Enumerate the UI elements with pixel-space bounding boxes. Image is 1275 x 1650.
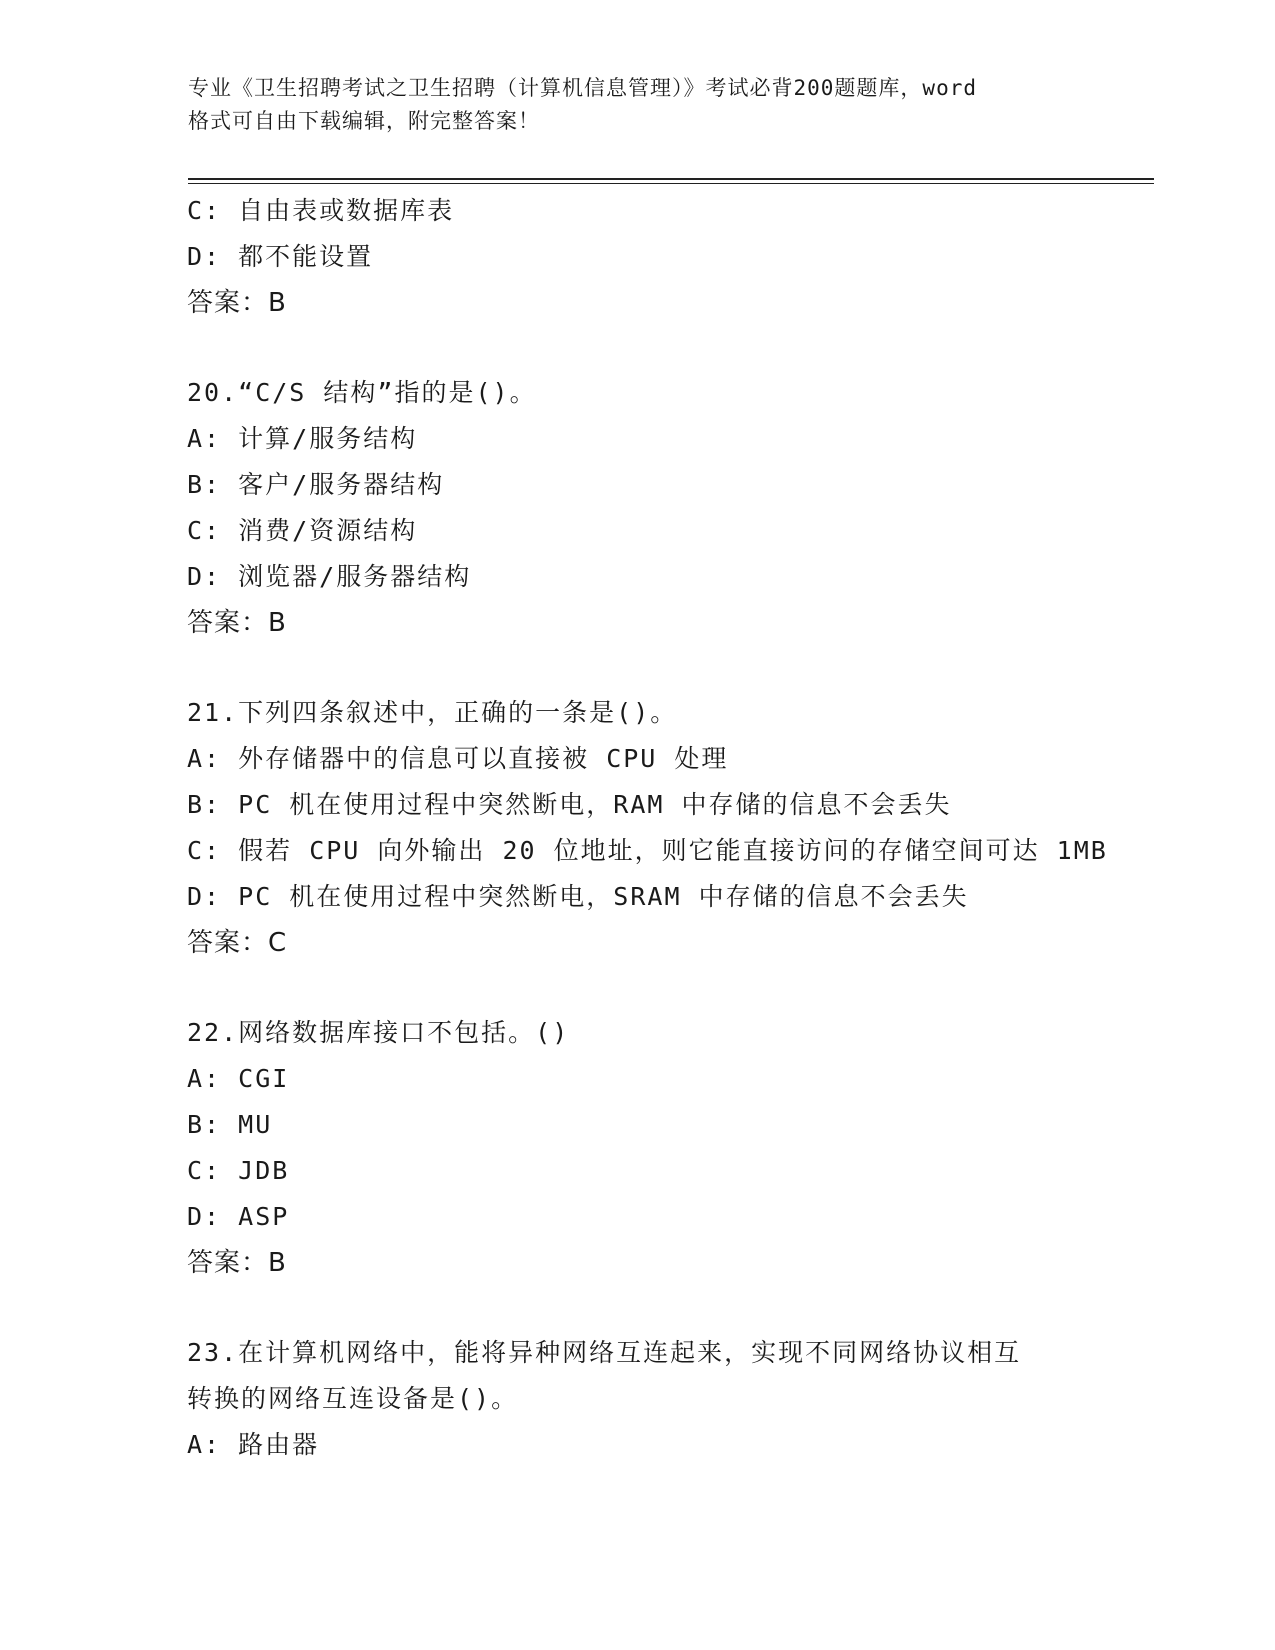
- question-20: [187, 370, 1167, 646]
- option-d: D: 都不能设置: [187, 242, 374, 271]
- option-b: B: 客户/服务器结构: [187, 470, 445, 499]
- question-text-line-1: 23.在计算机网络中，能将异种网络互连起来，实现不同网络协议相互: [187, 1338, 1022, 1367]
- option-d: D: PC 机在使用过程中突然断电，SRAM 中存储的信息不会丢失: [187, 882, 969, 911]
- option-d: D: ASP: [187, 1202, 290, 1231]
- option-a: A: 外存储器中的信息可以直接被 CPU 处理: [187, 744, 729, 773]
- question-22: [187, 1010, 1167, 1286]
- question-text: 21.下列四条叙述中，正确的一条是()。: [187, 698, 678, 727]
- header-divider-thin: [188, 183, 1154, 184]
- answer: 答案：B: [187, 1248, 287, 1278]
- option-c: C: 自由表或数据库表: [187, 196, 455, 225]
- header-title-line-2: 格式可自由下载编辑，附完整答案！: [188, 109, 540, 133]
- answer: 答案：B: [187, 608, 287, 638]
- option-a: A: 路由器: [187, 1430, 320, 1459]
- option-b: B: MU: [187, 1110, 273, 1139]
- option-c: C: 假若 CPU 向外输出 20 位地址，则它能直接访问的存储空间可达 1MB: [187, 836, 1108, 865]
- option-a: A: CGI: [187, 1064, 290, 1093]
- option-d: D: 浏览器/服务器结构: [187, 562, 472, 591]
- option-c: C: JDB: [187, 1156, 290, 1185]
- option-a: A: 计算/服务结构: [187, 424, 418, 453]
- question-text: 22.网络数据库接口不包括。(): [187, 1018, 570, 1047]
- question-text: 20.“C/S 结构”指的是()。: [187, 378, 537, 407]
- question-21: [187, 690, 1167, 966]
- answer: 答案：C: [187, 928, 288, 958]
- option-c: C: 消费/资源结构: [187, 516, 418, 545]
- answer: 答案：B: [187, 288, 287, 318]
- question-text-line-2: 转换的网络互连设备是()。: [187, 1384, 519, 1413]
- question-19-tail: [187, 188, 1167, 326]
- document-header: [188, 72, 1088, 138]
- header-title-line-1: 专业《卫生招聘考试之卫生招聘（计算机信息管理）》考试必背200题题库，word: [188, 76, 977, 100]
- question-23: [187, 1330, 1167, 1468]
- header-divider-thick: [188, 178, 1154, 180]
- option-b: B: PC 机在使用过程中突然断电，RAM 中存储的信息不会丢失: [187, 790, 952, 819]
- question-list: [187, 188, 1167, 1468]
